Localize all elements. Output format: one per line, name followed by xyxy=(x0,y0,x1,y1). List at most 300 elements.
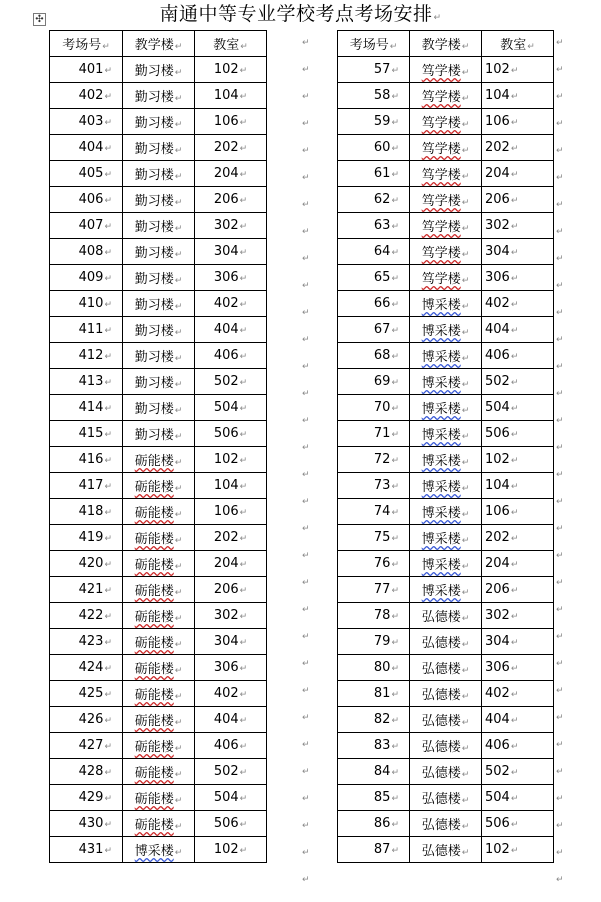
cell-end-mark-icon: ↵ xyxy=(391,144,399,154)
cell-building[interactable] xyxy=(123,525,195,551)
cell-building[interactable] xyxy=(410,551,482,577)
cell-building[interactable] xyxy=(410,369,482,395)
cell-building[interactable] xyxy=(410,499,482,525)
cell-room-number[interactable] xyxy=(338,161,410,187)
cell-classroom[interactable] xyxy=(482,733,554,759)
table-row xyxy=(50,785,267,811)
cell-building[interactable] xyxy=(410,681,482,707)
cell-classroom[interactable] xyxy=(195,343,267,369)
cell-room-number-text: 411 xyxy=(78,322,104,337)
gap-paragraph-mark-icon: ↵ xyxy=(302,497,310,507)
cell-end-mark-icon: ↵ xyxy=(461,198,470,208)
cell-room-number[interactable] xyxy=(338,343,410,369)
cell-building[interactable] xyxy=(123,161,195,187)
cell-end-mark-icon: ↵ xyxy=(391,326,399,336)
cell-room-number[interactable] xyxy=(50,343,123,369)
cell-classroom-text: 106 xyxy=(485,114,510,129)
cell-classroom[interactable] xyxy=(482,57,554,83)
cell-room-number-text: 426 xyxy=(78,712,104,727)
cell-building[interactable] xyxy=(123,317,195,343)
cell-end-mark-icon: ↵ xyxy=(461,120,470,130)
cell-classroom[interactable] xyxy=(195,447,267,473)
cell-classroom[interactable] xyxy=(195,681,267,707)
cell-classroom[interactable] xyxy=(482,551,554,577)
table-row xyxy=(338,733,554,759)
gap-paragraph-mark-icon: ↵ xyxy=(302,92,310,102)
cell-end-mark-icon: ↵ xyxy=(239,534,248,544)
cell-classroom[interactable] xyxy=(195,291,267,317)
cell-building[interactable] xyxy=(410,317,482,343)
cell-end-mark-icon: ↵ xyxy=(391,508,399,518)
cell-classroom-text: 404 xyxy=(485,322,510,337)
cell-room-number[interactable] xyxy=(338,447,410,473)
cell-classroom[interactable] xyxy=(482,707,554,733)
cell-classroom[interactable] xyxy=(195,395,267,421)
cell-room-number[interactable] xyxy=(50,109,123,135)
cell-end-mark-icon: ↵ xyxy=(461,146,470,156)
cell-building[interactable] xyxy=(410,733,482,759)
cell-room-number-text: 65 xyxy=(373,270,391,285)
cell-building[interactable] xyxy=(410,57,482,83)
cell-building[interactable] xyxy=(410,343,482,369)
cell-building-text: 笃学楼 xyxy=(421,220,461,235)
cell-room-number[interactable] xyxy=(50,135,123,161)
table-header-row xyxy=(50,31,267,57)
cell-room-number-text: 417 xyxy=(78,478,104,493)
cell-end-mark-icon: ↵ xyxy=(510,664,519,674)
cell-room-number[interactable] xyxy=(338,551,410,577)
cell-end-mark-icon: ↵ xyxy=(461,770,470,780)
cell-classroom[interactable] xyxy=(195,109,267,135)
cell-room-number[interactable] xyxy=(338,395,410,421)
cell-classroom-text: 304 xyxy=(213,634,239,649)
cell-classroom[interactable] xyxy=(482,447,554,473)
cell-building[interactable] xyxy=(123,499,195,525)
cell-end-mark-icon: ↵ xyxy=(239,352,248,362)
cell-classroom[interactable] xyxy=(195,317,267,343)
cell-room-number[interactable] xyxy=(338,707,410,733)
cell-building[interactable] xyxy=(123,265,195,291)
cell-classroom-text: 406 xyxy=(485,738,510,753)
cell-building[interactable] xyxy=(123,395,195,421)
cell-room-number[interactable] xyxy=(338,291,410,317)
cell-classroom[interactable] xyxy=(195,655,267,681)
cell-room-number[interactable] xyxy=(50,317,123,343)
cell-end-mark-icon: ↵ xyxy=(104,820,112,830)
cell-classroom[interactable] xyxy=(195,733,267,759)
row-end-mark-icon: ↵ xyxy=(556,713,564,723)
cell-classroom[interactable] xyxy=(482,395,554,421)
cell-end-mark-icon: ↵ xyxy=(239,794,248,804)
cell-end-mark-icon: ↵ xyxy=(104,170,112,180)
cell-building[interactable] xyxy=(123,811,195,837)
row-end-mark-icon: ↵ xyxy=(556,605,564,615)
cell-classroom-text: 506 xyxy=(485,816,510,831)
cell-classroom[interactable] xyxy=(482,161,554,187)
cell-room-number[interactable] xyxy=(50,57,123,83)
cell-classroom-text: 304 xyxy=(213,244,239,259)
cell-classroom[interactable] xyxy=(482,629,554,655)
cell-classroom[interactable] xyxy=(482,525,554,551)
cell-classroom[interactable] xyxy=(482,837,554,863)
cell-classroom-text: 502 xyxy=(485,374,510,389)
cell-room-number[interactable] xyxy=(50,759,123,785)
cell-room-number[interactable] xyxy=(50,473,123,499)
cell-end-mark-icon: ↵ xyxy=(239,820,248,830)
cell-room-number[interactable] xyxy=(50,811,123,837)
cell-building[interactable] xyxy=(123,369,195,395)
cell-classroom[interactable] xyxy=(195,161,267,187)
cell-room-number[interactable] xyxy=(50,447,123,473)
cell-classroom[interactable] xyxy=(482,83,554,109)
cell-end-mark-icon: ↵ xyxy=(239,378,248,388)
table-row xyxy=(338,837,554,863)
cell-room-number[interactable] xyxy=(50,681,123,707)
cell-end-mark-icon: ↵ xyxy=(174,250,183,260)
cell-end-mark-icon: ↵ xyxy=(461,510,470,520)
cell-room-number[interactable] xyxy=(338,369,410,395)
cell-building[interactable] xyxy=(123,343,195,369)
cell-classroom[interactable] xyxy=(195,759,267,785)
cell-room-number[interactable] xyxy=(338,681,410,707)
cell-classroom-text: 406 xyxy=(213,738,239,753)
cell-building[interactable] xyxy=(410,655,482,681)
cell-classroom[interactable] xyxy=(195,187,267,213)
row-end-mark-icon: ↵ xyxy=(556,551,564,561)
cell-room-number[interactable] xyxy=(50,707,123,733)
cell-classroom[interactable] xyxy=(195,239,267,265)
cell-room-number[interactable] xyxy=(50,83,123,109)
cell-classroom[interactable] xyxy=(482,369,554,395)
cell-room-number[interactable] xyxy=(338,239,410,265)
cell-end-mark-icon: ↵ xyxy=(510,92,519,102)
cell-room-number[interactable] xyxy=(50,655,123,681)
cell-classroom-text: 102 xyxy=(485,452,510,467)
cell-room-number-text: 64 xyxy=(373,244,391,259)
cell-classroom[interactable] xyxy=(482,265,554,291)
cell-building[interactable] xyxy=(410,603,482,629)
cell-building[interactable] xyxy=(410,707,482,733)
cell-building[interactable] xyxy=(123,421,195,447)
cell-room-number[interactable] xyxy=(338,213,410,239)
cell-classroom[interactable] xyxy=(195,603,267,629)
cell-classroom[interactable] xyxy=(482,577,554,603)
cell-end-mark-icon: ↵ xyxy=(174,276,183,286)
cell-room-number[interactable] xyxy=(338,109,410,135)
cell-classroom[interactable] xyxy=(195,473,267,499)
cell-room-number[interactable] xyxy=(50,551,123,577)
cell-room-number[interactable] xyxy=(338,811,410,837)
cell-classroom[interactable] xyxy=(482,291,554,317)
cell-building[interactable] xyxy=(410,109,482,135)
cell-room-number[interactable] xyxy=(338,629,410,655)
gap-paragraph-mark-icon: ↵ xyxy=(302,65,310,75)
cell-building[interactable] xyxy=(410,161,482,187)
cell-room-number[interactable] xyxy=(50,213,123,239)
cell-classroom[interactable] xyxy=(195,421,267,447)
cell-end-mark-icon: ↵ xyxy=(510,404,519,414)
cell-building[interactable] xyxy=(123,213,195,239)
cell-room-number[interactable] xyxy=(50,395,123,421)
cell-room-number-text: 74 xyxy=(373,504,391,519)
table-row xyxy=(50,343,267,369)
cell-room-number[interactable] xyxy=(338,187,410,213)
cell-room-number[interactable] xyxy=(338,265,410,291)
cell-classroom[interactable] xyxy=(482,187,554,213)
cell-room-number[interactable] xyxy=(338,57,410,83)
cell-room-number[interactable] xyxy=(50,421,123,447)
cell-building[interactable] xyxy=(410,525,482,551)
cell-building-text: 勤习楼 xyxy=(134,272,174,287)
cell-building[interactable] xyxy=(123,473,195,499)
cell-room-number[interactable] xyxy=(338,837,410,863)
cell-classroom-text: 202 xyxy=(485,530,510,545)
cell-room-number[interactable] xyxy=(50,629,123,655)
cell-room-number[interactable] xyxy=(338,733,410,759)
cell-end-mark-icon: ↵ xyxy=(461,536,470,546)
cell-room-number[interactable] xyxy=(50,265,123,291)
cell-building[interactable] xyxy=(123,603,195,629)
cell-room-number-text: 409 xyxy=(78,270,104,285)
cell-end-mark-icon: ↵ xyxy=(510,716,519,726)
cell-classroom[interactable] xyxy=(195,499,267,525)
cell-building[interactable] xyxy=(123,759,195,785)
cell-end-mark-icon: ↵ xyxy=(461,614,470,624)
cell-building[interactable] xyxy=(410,785,482,811)
cell-building[interactable] xyxy=(410,239,482,265)
cell-classroom[interactable] xyxy=(195,629,267,655)
cell-building[interactable] xyxy=(410,811,482,837)
cell-building[interactable] xyxy=(123,135,195,161)
cell-building-text: 勤习楼 xyxy=(134,64,174,79)
cell-building-text: 砺能楼 xyxy=(134,506,174,521)
cell-classroom-text: 202 xyxy=(213,530,239,545)
cell-end-mark-icon: ↵ xyxy=(510,66,519,76)
cell-room-number-text: 85 xyxy=(373,790,391,805)
cell-classroom[interactable] xyxy=(195,369,267,395)
row-end-mark-icon: ↵ xyxy=(556,794,564,804)
cell-room-number[interactable] xyxy=(50,733,123,759)
cell-classroom[interactable] xyxy=(482,317,554,343)
cell-room-number[interactable] xyxy=(50,161,123,187)
cell-end-mark-icon: ↵ xyxy=(174,302,183,312)
cell-room-number[interactable] xyxy=(338,317,410,343)
cell-classroom[interactable] xyxy=(482,213,554,239)
cell-room-number[interactable] xyxy=(338,473,410,499)
cell-classroom[interactable] xyxy=(195,135,267,161)
cell-end-mark-icon: ↵ xyxy=(174,536,183,546)
cell-building[interactable] xyxy=(410,187,482,213)
cell-classroom[interactable] xyxy=(482,109,554,135)
cell-building-text: 弘德楼 xyxy=(421,740,461,755)
table-row xyxy=(50,551,267,577)
cell-classroom[interactable] xyxy=(195,83,267,109)
gap-paragraph-mark-icon: ↵ xyxy=(302,119,310,129)
cell-room-number-text: 431 xyxy=(78,842,104,857)
cell-room-number[interactable] xyxy=(338,135,410,161)
cell-room-number[interactable] xyxy=(338,577,410,603)
cell-building[interactable] xyxy=(123,629,195,655)
cell-classroom-text: 406 xyxy=(485,348,510,363)
cell-end-mark-icon: ↵ xyxy=(510,794,519,804)
cell-building[interactable] xyxy=(410,83,482,109)
cell-building[interactable] xyxy=(123,733,195,759)
header-classroom-text: 教室 xyxy=(500,38,527,53)
gap-paragraph-mark-icon: ↵ xyxy=(302,740,310,750)
cell-classroom[interactable] xyxy=(482,759,554,785)
cell-room-number[interactable] xyxy=(338,83,410,109)
cell-classroom[interactable] xyxy=(482,603,554,629)
cell-building[interactable] xyxy=(410,577,482,603)
header-building[interactable] xyxy=(123,31,195,57)
header-room-number[interactable] xyxy=(50,31,123,57)
cell-classroom[interactable] xyxy=(195,577,267,603)
cell-building[interactable] xyxy=(123,57,195,83)
row-end-mark-icon: ↵ xyxy=(556,524,564,534)
cell-classroom-text: 204 xyxy=(213,166,239,181)
cell-room-number[interactable] xyxy=(338,655,410,681)
cell-room-number[interactable] xyxy=(50,837,123,863)
cell-building[interactable] xyxy=(123,655,195,681)
cell-end-mark-icon: ↵ xyxy=(461,68,470,78)
left-exam-table-body xyxy=(50,31,267,863)
cell-classroom[interactable] xyxy=(195,811,267,837)
cell-building[interactable] xyxy=(410,291,482,317)
header-building[interactable] xyxy=(410,31,482,57)
table-row xyxy=(50,369,267,395)
cell-classroom[interactable] xyxy=(482,681,554,707)
cell-end-mark-icon: ↵ xyxy=(391,768,399,778)
cell-classroom[interactable] xyxy=(482,785,554,811)
cell-building[interactable] xyxy=(123,785,195,811)
cell-building[interactable] xyxy=(410,265,482,291)
header-classroom[interactable] xyxy=(482,31,554,57)
cell-classroom[interactable] xyxy=(195,707,267,733)
header-room-number[interactable] xyxy=(338,31,410,57)
cell-classroom[interactable] xyxy=(195,837,267,863)
cell-building[interactable] xyxy=(123,187,195,213)
table-row xyxy=(50,837,267,863)
cell-building-text: 砺能楼 xyxy=(134,792,174,807)
cell-end-mark-icon: ↵ xyxy=(174,588,183,598)
cell-room-number[interactable] xyxy=(50,239,123,265)
row-end-mark-icon: ↵ xyxy=(556,578,564,588)
cell-classroom[interactable] xyxy=(482,421,554,447)
cell-room-number-text: 57 xyxy=(373,62,391,77)
cell-room-number[interactable] xyxy=(50,525,123,551)
cell-classroom[interactable] xyxy=(482,655,554,681)
cell-end-mark-icon: ↵ xyxy=(391,612,399,622)
table-row xyxy=(338,83,554,109)
cell-classroom[interactable] xyxy=(482,343,554,369)
cell-building-text: 笃学楼 xyxy=(421,142,461,157)
cell-classroom-text: 102 xyxy=(213,62,239,77)
cell-building[interactable] xyxy=(123,551,195,577)
cell-building[interactable] xyxy=(410,135,482,161)
cell-room-number-text: 421 xyxy=(78,582,104,597)
cell-building[interactable] xyxy=(123,681,195,707)
cell-room-number[interactable] xyxy=(338,525,410,551)
cell-room-number-text: 430 xyxy=(78,816,104,831)
cell-classroom[interactable] xyxy=(195,525,267,551)
table-row xyxy=(338,135,554,161)
cell-building-text: 勤习楼 xyxy=(134,168,174,183)
cell-classroom-text: 402 xyxy=(485,296,510,311)
cell-building[interactable] xyxy=(410,421,482,447)
cell-building[interactable] xyxy=(410,447,482,473)
cell-classroom[interactable] xyxy=(482,135,554,161)
cell-room-number-text: 58 xyxy=(373,88,391,103)
table-row xyxy=(338,447,554,473)
cell-room-number[interactable] xyxy=(50,499,123,525)
cell-classroom[interactable] xyxy=(482,239,554,265)
cell-end-mark-icon: ↵ xyxy=(174,354,183,364)
cell-building[interactable] xyxy=(123,83,195,109)
table-row xyxy=(338,603,554,629)
gap-paragraph-mark-icon: ↵ xyxy=(302,767,310,777)
cell-building[interactable] xyxy=(410,213,482,239)
cell-end-mark-icon: ↵ xyxy=(510,118,519,128)
cell-room-number[interactable] xyxy=(50,291,123,317)
cell-end-mark-icon: ↵ xyxy=(461,42,470,52)
cell-building[interactable] xyxy=(123,291,195,317)
cell-classroom[interactable] xyxy=(195,213,267,239)
cell-building[interactable] xyxy=(410,837,482,863)
cell-classroom[interactable] xyxy=(195,785,267,811)
cell-building[interactable] xyxy=(410,629,482,655)
cell-room-number[interactable] xyxy=(50,603,123,629)
cell-classroom[interactable] xyxy=(482,811,554,837)
cell-building[interactable] xyxy=(410,759,482,785)
cell-room-number[interactable] xyxy=(338,421,410,447)
cell-classroom[interactable] xyxy=(482,499,554,525)
table-row xyxy=(50,525,267,551)
cell-classroom-text: 306 xyxy=(213,270,239,285)
cell-building-text: 勤习楼 xyxy=(134,246,174,261)
header-classroom[interactable] xyxy=(195,31,267,57)
cell-end-mark-icon: ↵ xyxy=(239,170,248,180)
gap-paragraph-mark-icon: ↵ xyxy=(302,335,310,345)
cell-room-number[interactable] xyxy=(338,759,410,785)
cell-building[interactable] xyxy=(123,447,195,473)
cell-building[interactable] xyxy=(123,109,195,135)
cell-building[interactable] xyxy=(123,577,195,603)
cell-classroom[interactable] xyxy=(195,57,267,83)
cell-room-number[interactable] xyxy=(50,577,123,603)
cell-classroom[interactable] xyxy=(195,265,267,291)
cell-building-text: 砺能楼 xyxy=(134,558,174,573)
cell-building[interactable] xyxy=(123,239,195,265)
cell-building[interactable] xyxy=(410,395,482,421)
cell-end-mark-icon: ↵ xyxy=(104,430,112,440)
cell-classroom[interactable] xyxy=(482,473,554,499)
cell-building[interactable] xyxy=(410,473,482,499)
cell-room-number[interactable] xyxy=(50,187,123,213)
cell-room-number[interactable] xyxy=(50,369,123,395)
cell-room-number[interactable] xyxy=(338,603,410,629)
cell-room-number[interactable] xyxy=(50,785,123,811)
cell-building[interactable] xyxy=(123,837,195,863)
table-move-handle-icon[interactable]: ✣ xyxy=(33,13,46,26)
cell-room-number[interactable] xyxy=(338,785,410,811)
table-row xyxy=(338,811,554,837)
cell-building[interactable] xyxy=(123,707,195,733)
cell-room-number-text: 407 xyxy=(78,218,104,233)
cell-room-number[interactable] xyxy=(338,499,410,525)
cell-classroom[interactable] xyxy=(195,551,267,577)
gap-paragraph-mark-icon: ↵ xyxy=(302,173,310,183)
table-row xyxy=(50,759,267,785)
